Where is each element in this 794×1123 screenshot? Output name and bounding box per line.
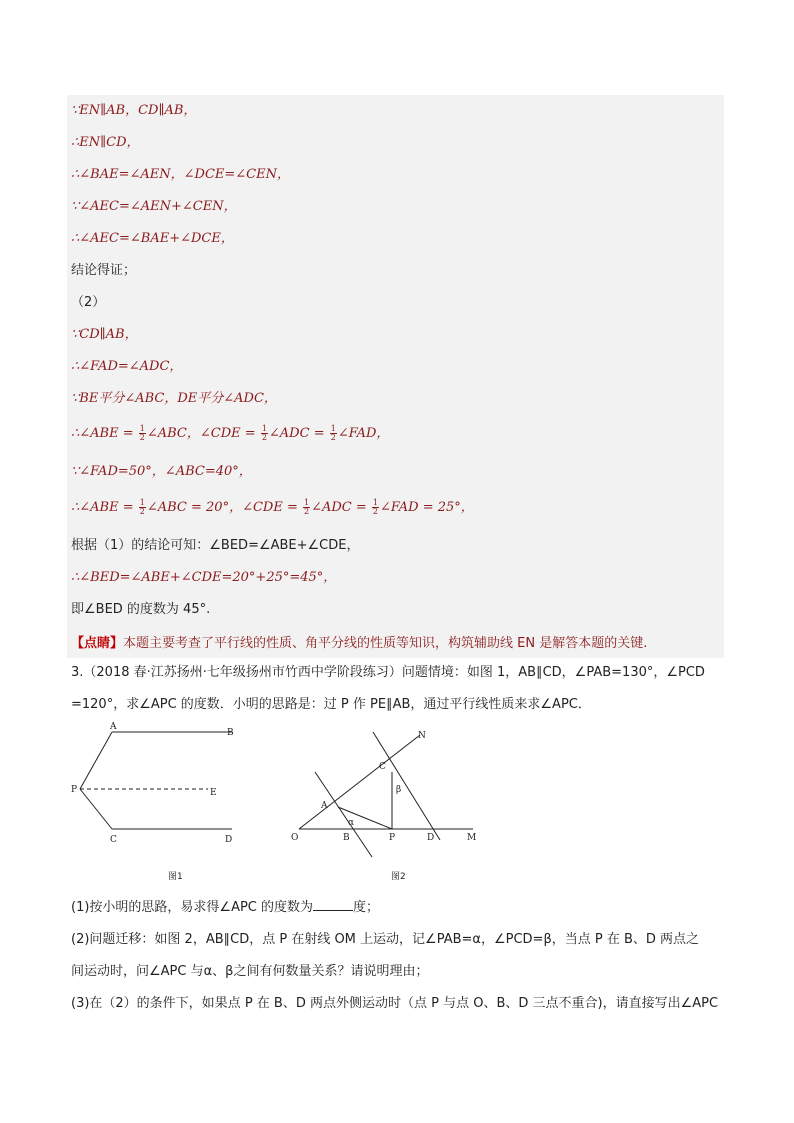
solution-line-8: ∵CD∥AB， [71,327,138,342]
text-part: ∠FAD = 25°， [380,500,474,515]
fraction [330,425,337,442]
label-d: D [225,835,233,845]
label-p: P [71,785,78,795]
label-alpha: α [348,818,355,828]
fraction-denominator: 2 [139,433,145,442]
label-o: O [291,833,299,843]
label-e: E [210,788,217,798]
solution-line-12: ∵∠FAD=50°，∠ABC=40°， [71,464,252,479]
subquestion-1-unit: 度； [353,900,380,915]
fraction [372,499,379,516]
fraction-denominator: 2 [261,433,267,442]
solution-line-9: ∴∠FAD=∠ADC， [71,359,183,374]
fraction-numerator: 1 [330,424,336,433]
solution-line-11 [71,425,389,443]
label-m: M [467,833,477,843]
fraction-numerator: 1 [304,498,310,507]
solution-line-7: （2） [71,295,106,310]
label-d: D [427,833,435,843]
fraction [139,425,146,442]
solution-line-13 [71,499,474,517]
label-b: B [343,833,350,843]
fraction-denominator: 2 [372,507,379,516]
fraction-numerator: 1 [261,424,267,433]
fraction-numerator: 1 [372,498,379,507]
subquestion-3: (3)在（2）的条件下，如果点 P 在 B、D 两点外侧运动时（点 P 与点 O、B、D 三点不重合)，请直接写出∠APC [71,996,719,1011]
ray-on [299,735,420,829]
text-part: ∠ABC，∠CDE = [146,426,256,441]
label-beta: β [396,785,402,795]
solution-line-5: ∴∠AEC=∠BAE+∠DCE， [71,231,234,246]
key-point-tag: 【点睛】 [71,636,124,651]
fraction [139,499,146,516]
figure-1-caption: 图1 [168,872,183,882]
line-pc [80,789,112,829]
solution-line-2: ∴EN∥CD， [71,135,140,150]
subquestion-1-text: (1)按小明的思路，易求得∠APC 的度数为 [71,900,314,915]
line-cd-through-c [373,732,440,840]
text-part: ∠FAD， [337,426,390,441]
figure-2-caption: 图2 [391,872,406,882]
label-b: B [227,728,234,738]
solution-line-1: ∵EN∥AB，CD∥AB， [71,103,197,118]
figure-2 [285,722,495,882]
solution-line-10: ∵BE平分∠ABC，DE平分∠ADC， [71,391,277,406]
question-3-line-2: =120°，求∠APC 的度数．小明的思路是：过 P 作 PE∥AB，通过平行线性质来求∠APC． [71,697,591,712]
line-ab-through-a [315,772,372,857]
fraction [261,425,268,442]
text-part: ∴∠ABE = [71,426,134,441]
label-p: P [389,833,396,843]
question-3-line-1: 3.（2018 春·江苏扬州·七年级扬州市竹西中学阶段练习）问题情境：如图 1，AB∥CD，∠PAB=130°，∠PCD [71,665,705,680]
label-c: C [110,835,117,845]
answer-blank [313,910,353,911]
fraction-numerator: 1 [139,424,145,433]
key-point-text: 本题主要考查了平行线的性质、角平分线的性质等知识，构筑辅助线 EN 是解答本题的关键. [123,636,648,651]
fraction-denominator: 2 [330,433,336,442]
solution-line-15: ∴∠BED=∠ABE+∠CDE=20°+25°=45°， [71,570,337,585]
text-part: ∠ADC = [268,426,325,441]
solution-line-4: ∵∠AEC=∠AEN+∠CEN， [71,199,237,214]
label-n: N [418,731,426,741]
line-pa [80,732,112,789]
subquestion-2-line-2: 间运动时，问∠APC 与α、β之间有何数量关系？请说明理由； [71,964,429,979]
figure-1 [60,722,270,882]
solution-line-14 [71,537,360,555]
text-part: ∠ABC = 20°，∠CDE = [146,500,298,515]
label-a: A [321,801,328,811]
text-part: ∴∠ABE = [71,500,134,515]
text-part: ∠ADC = [311,500,367,515]
fraction-denominator: 2 [304,507,310,516]
fraction [303,499,310,516]
fraction-denominator: 2 [139,507,145,516]
subquestion-1 [71,899,379,917]
text-part: 根据（1）的结论可知：∠BED=∠ABE+∠CDE， [71,538,360,553]
subquestion-2-line-1: (2)问题迁移：如图 2，AB∥CD，点 P 在射线 OM 上运动，记∠PAB=α，∠PCD=β，当点 P 在 B、D 两点之 [71,932,700,947]
solution-line-16: 即∠BED 的度数为 45°. [71,602,211,617]
solution-line-6: 结论得证； [71,263,137,278]
fraction-numerator: 1 [139,498,145,507]
solution-line-3: ∴∠BAE=∠AEN，∠DCE=∠CEN， [71,167,290,182]
label-a: A [110,722,117,732]
key-point-note [71,632,647,651]
label-c: C [379,762,386,772]
